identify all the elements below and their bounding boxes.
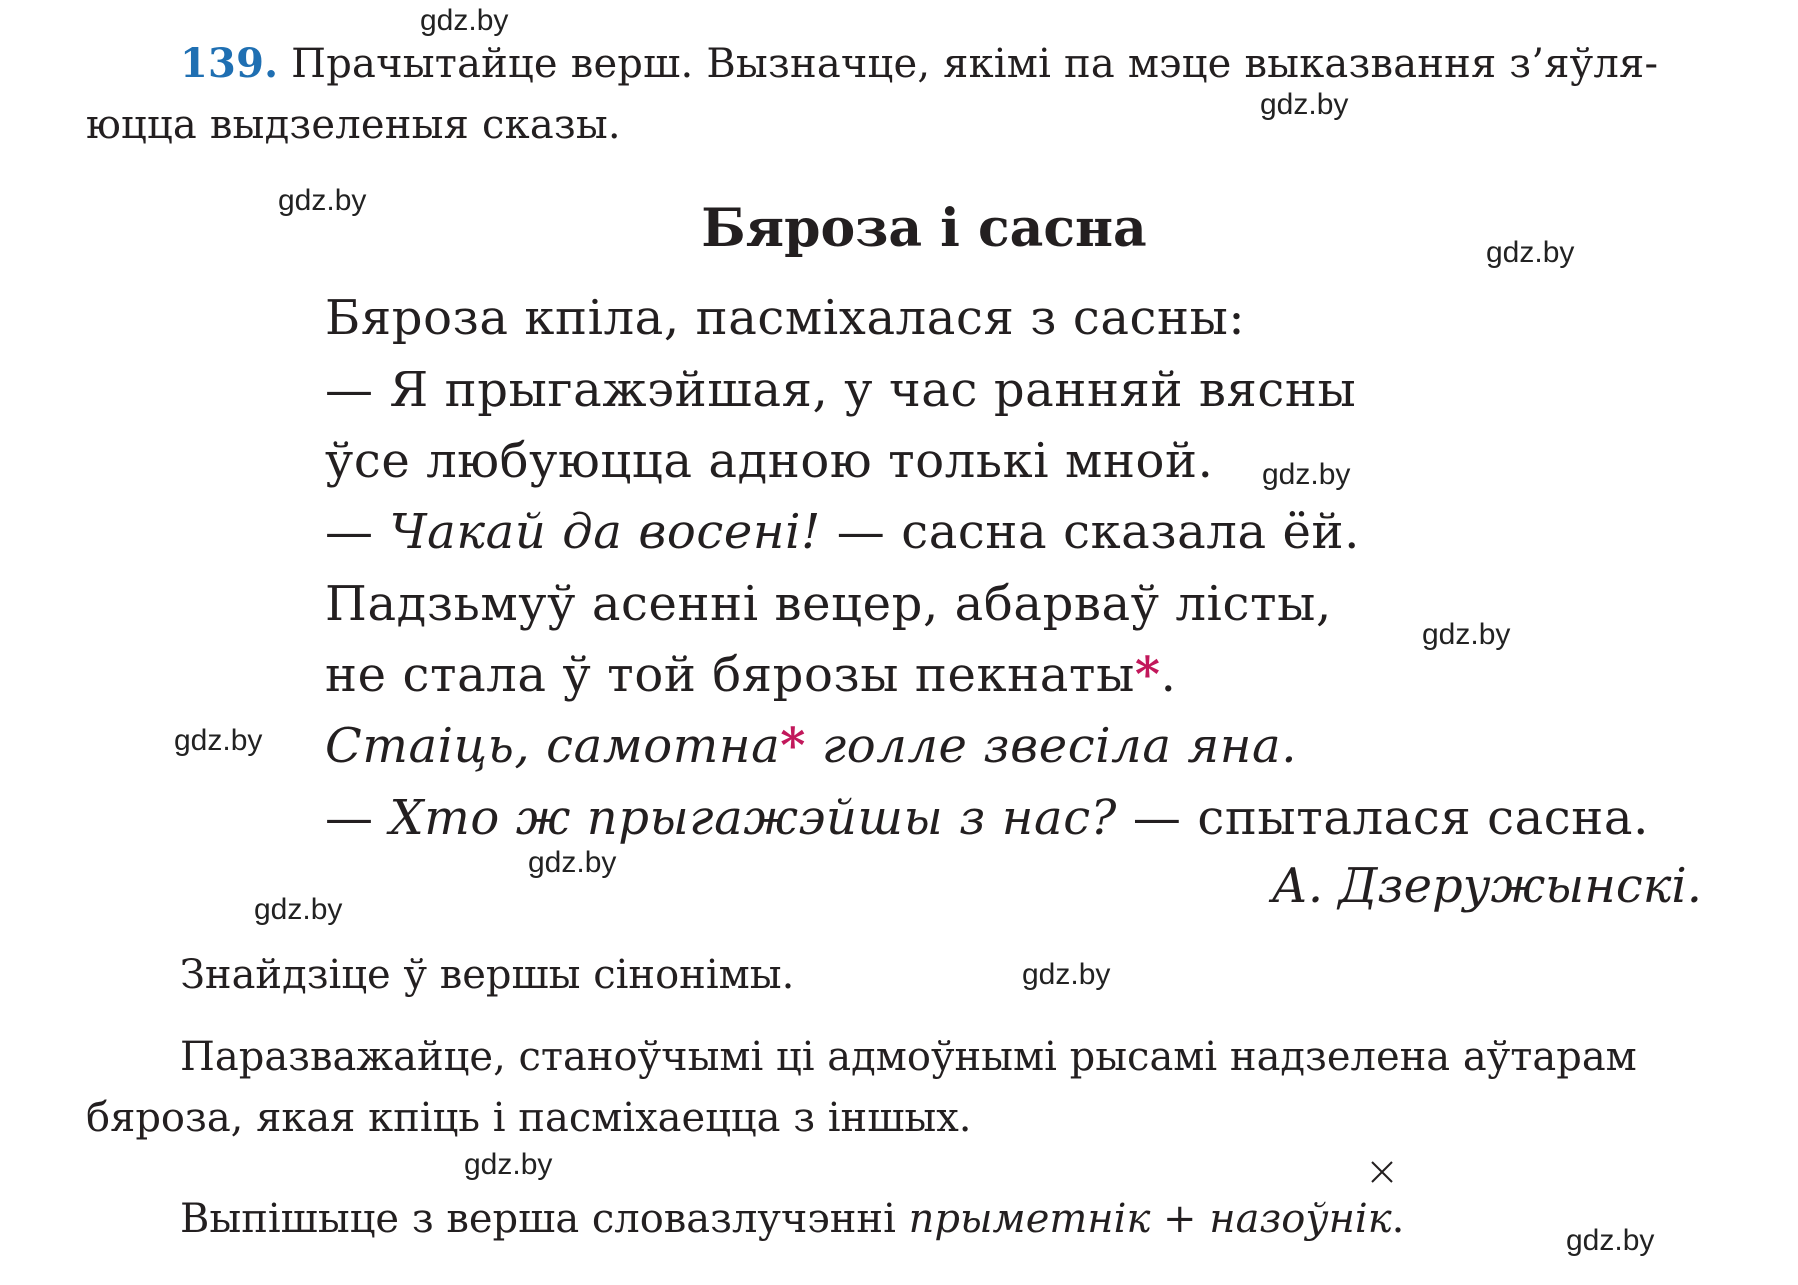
highlighted-sentence: Чакай да восені!: [389, 504, 821, 560]
poem-line: [325, 504, 1360, 560]
poem-line-segment: —: [325, 790, 390, 846]
watermark: gdz.by: [278, 184, 367, 217]
highlighted-sentence: Хто ж прыгажэйшы з нас?: [389, 790, 1118, 846]
poem-line-segment: не стала ў той бярозы пекнаты: [325, 647, 1135, 703]
question-writeout: [180, 1196, 1404, 1242]
question-synonyms: Знайдзіце ў вершы сінонімы.: [180, 952, 795, 998]
poem-line: [325, 718, 1297, 774]
cross-mark-icon: [1368, 1158, 1396, 1186]
watermark: gdz.by: [528, 846, 617, 879]
task-text-line1: Прачытайце верш. Вызначце, якімі па мэце выказвання з’яўля-: [291, 41, 1659, 87]
task-text-line2: юцца выдзеленыя сказы.: [86, 102, 621, 148]
poem-title: Бяроза і сасна: [701, 198, 1147, 259]
grammar-formula: прыметнік + назоўнік: [908, 1196, 1392, 1242]
watermark: gdz.by: [1022, 958, 1111, 991]
task-instruction: [180, 40, 1658, 87]
poem-author: А. Дзеружынскі.: [1271, 858, 1702, 914]
asterisk-mark: *: [1134, 647, 1161, 703]
watermark: gdz.by: [174, 724, 263, 757]
poem-line-segment: — спыталася сасна.: [1117, 790, 1649, 846]
poem-line-segment: .: [1160, 647, 1177, 703]
question-reflect-line2: бяроза, якая кпіць і пасміхаецца з іншых.: [86, 1095, 972, 1141]
highlighted-sentence: Стаіць, самотна: [325, 718, 781, 774]
poem-line: Падзьмуў асенні вецер, абарваў лісты,: [325, 576, 1332, 632]
task-number: 139.: [180, 40, 279, 87]
watermark: gdz.by: [464, 1148, 553, 1181]
watermark: gdz.by: [1566, 1224, 1655, 1257]
poem-line: ўсе любуюцца адною толькі мной.: [325, 433, 1214, 489]
poem-line-segment: — сасна сказала ёй.: [820, 504, 1361, 560]
highlighted-sentence: голле звесіла яна.: [806, 718, 1298, 774]
watermark: gdz.by: [1262, 458, 1351, 491]
question-reflect-line1: Паразважайце, станоўчымі ці адмоўнымі рысамі надзелена аўтарам: [180, 1034, 1637, 1080]
watermark: gdz.by: [1422, 618, 1511, 651]
watermark: gdz.by: [1486, 236, 1575, 269]
poem-line: — Я прыгажэйшая, у час ранняй вясны: [325, 362, 1357, 418]
watermark: gdz.by: [1260, 88, 1349, 121]
question-text: .: [1391, 1196, 1405, 1242]
watermark: gdz.by: [254, 893, 343, 926]
asterisk-mark: *: [780, 718, 806, 774]
watermark: gdz.by: [420, 4, 509, 37]
poem-line: Бяроза кпіла, пасміхалася з сасны:: [325, 290, 1246, 346]
poem-line: [325, 647, 1176, 703]
poem-line-segment: —: [325, 504, 390, 560]
poem-line: [325, 790, 1649, 846]
question-text: Выпішыце з верша словазлучэнні: [180, 1196, 909, 1242]
